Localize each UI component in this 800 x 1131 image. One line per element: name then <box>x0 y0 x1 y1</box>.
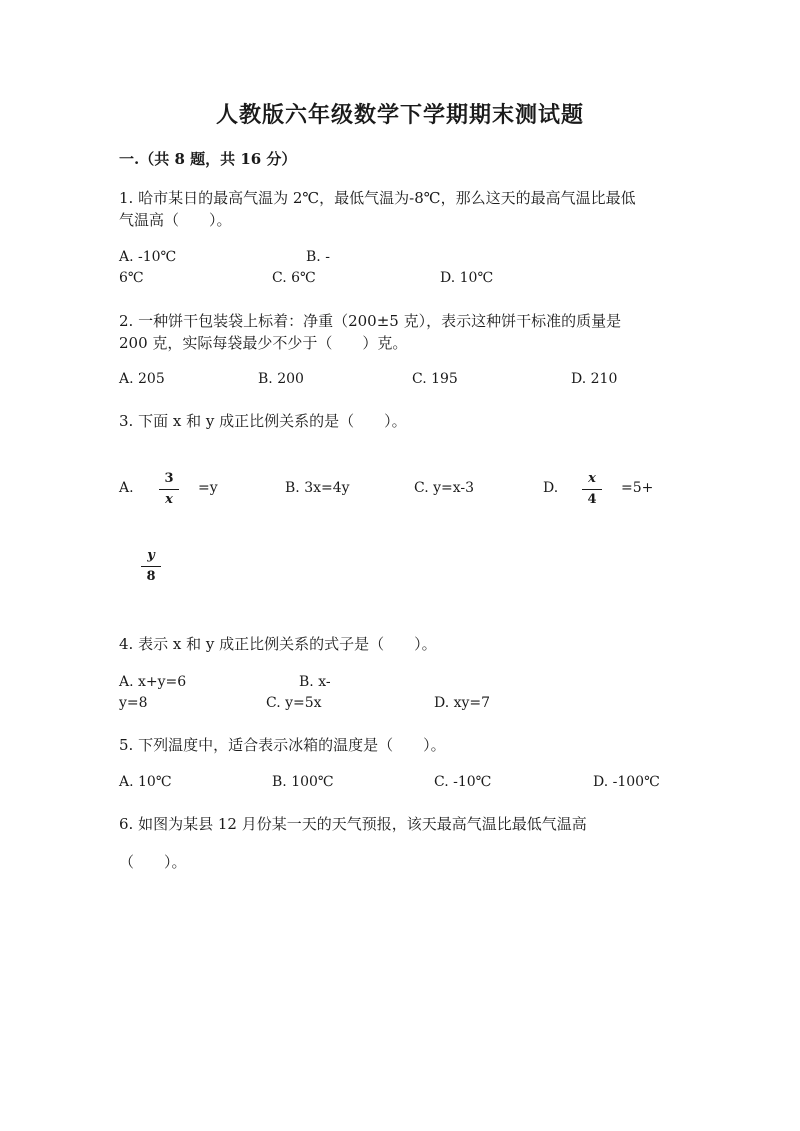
question-2-stem-line2: 200 克，实际每袋最少不少于（ ）克。 <box>119 334 408 352</box>
question-5-option-a[interactable]: A. 10℃ <box>119 774 172 790</box>
question-2-option-a[interactable]: A. 205 <box>119 371 165 387</box>
question-1-option-a[interactable]: A. -10℃ <box>119 249 177 265</box>
question-4-option-c[interactable]: C. y=5x <box>266 695 322 711</box>
question-3-option-d-tail[interactable]: =5+ <box>621 480 654 496</box>
question-1-stem-line1: 1. 哈市某日的最高气温为 2℃，最低气温为-8℃，那么这天的最高气温比最低 <box>119 189 636 207</box>
question-1-option-d[interactable]: D. 10℃ <box>440 270 494 286</box>
question-2-option-b[interactable]: B. 200 <box>258 371 304 387</box>
question-3-stem: 3. 下面 x 和 y 成正比例关系的是（ ）。 <box>119 412 407 430</box>
question-6-stem-line2: （ ）。 <box>119 853 187 871</box>
question-3-option-b[interactable]: B. 3x=4y <box>285 480 350 496</box>
fraction-numerator: y <box>147 548 155 563</box>
question-4-stem: 4. 表示 x 和 y 成正比例关系的式子是（ ）。 <box>119 635 437 653</box>
question-5-stem: 5. 下列温度中，适合表示冰箱的温度是（ ）。 <box>119 736 446 754</box>
question-1-option-b-part2[interactable]: 6℃ <box>119 270 144 286</box>
question-4-option-b-part2[interactable]: y=8 <box>119 695 148 711</box>
question-2-option-d[interactable]: D. 210 <box>571 371 618 387</box>
question-3-option-d-fraction <box>581 471 603 508</box>
question-3-option-a-tail[interactable]: =y <box>198 480 218 496</box>
question-1-option-c[interactable]: C. 6℃ <box>272 270 316 286</box>
question-2-stem-line1: 2. 一种饼干包装袋上标着：净重（200±5 克），表示这种饼干标准的质量是 <box>119 312 622 330</box>
question-5-option-d[interactable]: D. -100℃ <box>593 774 660 790</box>
question-3-option-a-label[interactable]: A. <box>119 480 134 496</box>
fraction-denominator: x <box>165 492 173 507</box>
fraction-numerator: 3 <box>164 471 174 486</box>
fraction-denominator: 4 <box>587 492 597 507</box>
fraction-bar <box>582 489 602 490</box>
question-4-option-d[interactable]: D. xy=7 <box>434 695 491 711</box>
fraction-denominator: 8 <box>146 569 156 584</box>
question-5-option-c[interactable]: C. -10℃ <box>434 774 492 790</box>
question-1-option-b-part1[interactable]: B. - <box>306 249 330 265</box>
fraction-bar <box>159 489 179 490</box>
question-3-option-d-label[interactable]: D. <box>543 480 559 496</box>
section-heading: 一.（共 8 题，共 16 分） <box>119 150 297 168</box>
question-4-option-a[interactable]: A. x+y=6 <box>119 674 187 690</box>
question-6-stem-line1: 6. 如图为某县 12 月份某一天的天气预报，该天最高气温比最低气温高 <box>119 815 587 833</box>
question-4-option-b-part1[interactable]: B. x- <box>299 674 331 690</box>
question-1-stem-line2: 气温高（ ）。 <box>119 211 232 229</box>
question-5-option-b[interactable]: B. 100℃ <box>272 774 334 790</box>
fraction-numerator: x <box>588 471 596 486</box>
question-2-option-c[interactable]: C. 195 <box>412 371 458 387</box>
question-3-option-d-fraction-2 <box>140 548 162 585</box>
question-3-option-c[interactable]: C. y=x-3 <box>414 480 475 496</box>
page-title: 人教版六年级数学下学期期末测试题 <box>215 102 584 128</box>
fraction-bar <box>141 566 161 567</box>
question-3-option-a-fraction <box>158 471 180 508</box>
